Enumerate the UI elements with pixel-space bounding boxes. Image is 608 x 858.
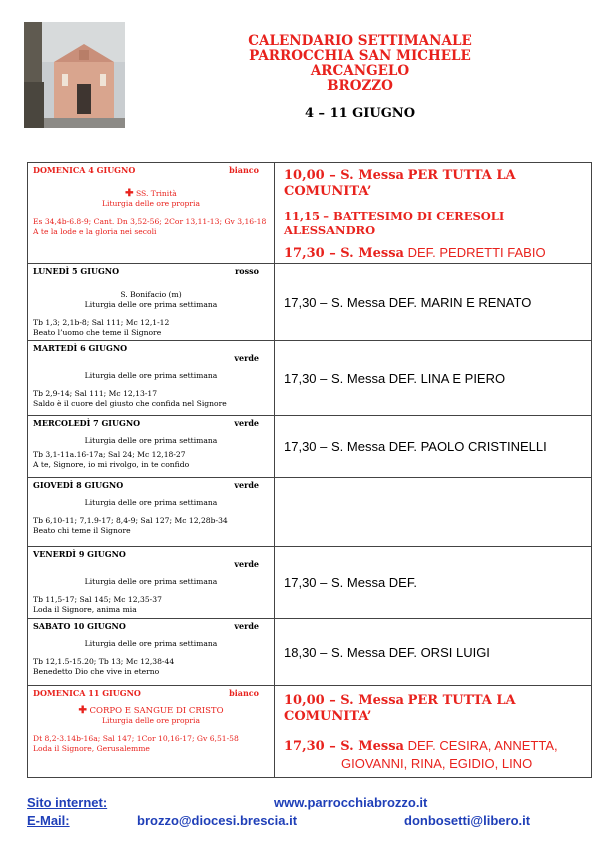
email-link-2[interactable]: donbosetti@libero.it — [404, 813, 531, 828]
mass-cell — [275, 547, 592, 619]
feast-name: CORPO E SANGUE DI CRISTO — [89, 706, 224, 716]
mass-cell — [275, 478, 592, 547]
liturgy-note: Liturgia delle ore propria — [101, 199, 200, 208]
mass-cell — [275, 163, 592, 264]
mass-line: 17,30 – S. Messa DEF. PEDRETTI FABIO — [284, 245, 546, 261]
mass-line: 10,00 – S. Messa PER TUTTA LA COMUNITA’ — [284, 693, 516, 724]
readings: Es 34,4b-6.8-9; Cant. Dn 3,52-56; 2Cor 13,11-13; Gv 3,16-18 — [33, 217, 267, 226]
readings: Dt 8,2-3.14b-16a; Sal 147; 1Cor 10,16-17; Gv 6,51-58 — [33, 734, 239, 743]
table-row — [28, 547, 592, 619]
table-row — [28, 341, 592, 416]
liturgy-note: Liturgia delle ore prima settimana — [84, 300, 218, 309]
day-label: VENERDÌ 9 GIUGNO — [33, 549, 126, 559]
title-line-3: BROZZO — [327, 78, 393, 94]
liturgical-color: rosso — [235, 266, 259, 276]
liturgy-note: Liturgia delle ore prima settimana — [84, 577, 218, 586]
table-row — [28, 478, 592, 547]
day-info-cell — [28, 478, 275, 547]
mass-cell — [275, 686, 592, 778]
psalm-response: Beato chi teme il Signore — [33, 526, 131, 535]
day-info-cell — [28, 416, 275, 478]
liturgical-color: bianco — [229, 165, 259, 175]
mass-line-continued: GIOVANNI, RINA, EGIDIO, LINO — [341, 756, 533, 771]
table-row — [28, 163, 592, 264]
table-row — [28, 686, 592, 778]
table-row — [28, 619, 592, 686]
title-line-1: CALENDARIO SETTIMANALE — [248, 33, 472, 49]
psalm-response: Loda il Signore, anima mia — [33, 605, 137, 614]
psalm-response: A te la lode e la gloria nei secoli — [33, 227, 157, 236]
table-row — [28, 264, 592, 341]
email-link-1[interactable]: brozzo@diocesi.brescia.it — [137, 813, 298, 828]
website-link[interactable]: www.parrocchiabrozzo.it — [274, 795, 428, 810]
liturgical-color: verde — [234, 480, 259, 490]
website-label: Sito internet: — [27, 795, 108, 810]
mass-line: 10,00 – S. Messa PER TUTTA LA COMUNITA’ — [284, 168, 516, 199]
liturgy-note: Liturgia delle ore prima settimana — [84, 498, 218, 507]
footer-website — [27, 795, 428, 810]
mass-line: 18,30 – S. Messa DEF. ORSI LUIGI — [284, 644, 490, 660]
church-photo — [24, 22, 125, 128]
saint-name: S. Bonifacio (m) — [120, 290, 182, 299]
readings: Tb 12,1.5-15.20; Tb 13; Mc 12,38-44 — [33, 657, 175, 666]
psalm-response: Loda il Signore, Gerusalemme — [33, 744, 150, 753]
mass-line: 17,30 – S. Messa DEF. PAOLO CRISTINELLI — [284, 439, 547, 454]
email-label: E-Mail: — [27, 813, 70, 828]
psalm-response: Benedetto Dio che vive in eterno — [33, 667, 160, 676]
day-label: DOMENICA 11 GIUGNO — [33, 688, 141, 698]
mass-line: 17,30 – S. Messa DEF. MARIN E RENATO — [284, 294, 532, 310]
liturgy-note: Liturgia delle ore propria — [101, 716, 200, 725]
day-label: LUNEDÌ 5 GIUGNO — [33, 266, 120, 276]
liturgical-color: verde — [234, 353, 259, 363]
readings: Tb 1,3; 2,1b-8; Sal 111; Mc 12,1-12 — [33, 318, 170, 327]
liturgy-note: Liturgia delle ore prima settimana — [84, 639, 218, 648]
liturgical-color: verde — [234, 418, 259, 428]
footer-email — [27, 813, 531, 828]
mass-line: 17,30 – S. Messa DEF. LINA E PIERO — [284, 370, 506, 386]
liturgy-note: Liturgia delle ore prima settimana — [84, 371, 218, 380]
readings: Tb 11,5-17; Sal 145; Mc 12,35-37 — [33, 595, 162, 604]
day-label: SABATO 10 GIUGNO — [33, 621, 126, 631]
day-label: MERCOLEDÌ 7 GIUGNO — [33, 418, 141, 428]
mass-cell — [275, 619, 592, 686]
feast-name: SS. Trinità — [135, 189, 177, 198]
date-range: 4 – 11 GIUGNO — [304, 106, 416, 121]
cross-icon: ✚ — [78, 705, 87, 716]
day-info-cell — [28, 163, 275, 264]
weekly-calendar-table — [27, 162, 592, 778]
liturgical-color: verde — [234, 559, 259, 569]
cross-icon: ✚ — [125, 188, 134, 199]
table-row — [28, 416, 592, 478]
day-label: DOMENICA 4 GIUGNO — [33, 165, 136, 175]
liturgy-note: Liturgia delle ore prima settimana — [84, 436, 218, 445]
day-info-cell — [28, 686, 275, 778]
readings: Tb 2,9-14; Sal 111; Mc 12,13-17 — [33, 389, 158, 398]
mass-cell — [275, 264, 592, 341]
day-info-cell — [28, 341, 275, 416]
mass-line: 17,30 – S. Messa DEF. — [284, 575, 417, 590]
readings: Tb 3,1-11a.16-17a; Sal 24; Mc 12,18-27 — [33, 450, 186, 459]
liturgical-color: verde — [234, 621, 259, 631]
psalm-response: Saldo è il cuore del giusto che confida nel Signore — [33, 399, 227, 408]
psalm-response: A te, Signore, io mi rivolgo, in te confido — [33, 460, 190, 469]
mass-line: 17,30 – S. Messa DEF. CESIRA, ANNETTA, — [284, 738, 558, 754]
day-label: GIOVEDÌ 8 GIUGNO — [33, 480, 124, 490]
liturgical-color: bianco — [229, 688, 259, 698]
day-info-cell — [28, 264, 275, 341]
title-line-2: PARROCCHIA SAN MICHELE ARCANGELO — [249, 48, 471, 79]
day-label: MARTEDÌ 6 GIUGNO — [33, 343, 128, 353]
mass-line: 11,15 – BATTESIMO DI CERESOLI ALESSANDRO — [284, 209, 505, 237]
psalm-response: Beato l’uomo che teme il Signore — [33, 328, 162, 337]
mass-cell — [275, 341, 592, 416]
day-info-cell — [28, 547, 275, 619]
readings: Tb 6,10-11; 7,1.9-17; 8,4-9; Sal 127; Mc 12,28b-34 — [33, 516, 228, 525]
mass-cell — [275, 416, 592, 478]
page-header — [200, 34, 520, 121]
day-info-cell — [28, 619, 275, 686]
